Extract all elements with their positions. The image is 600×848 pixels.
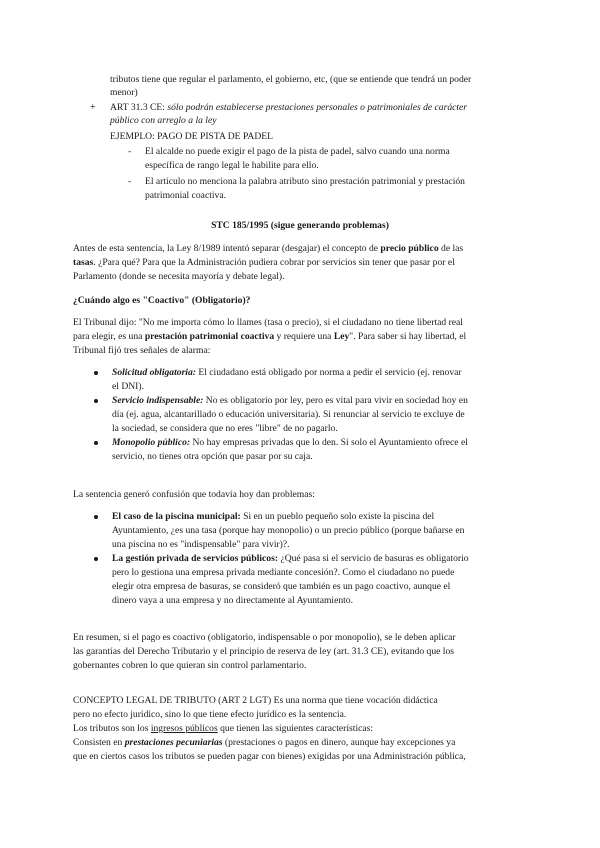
bullet-dot xyxy=(94,399,98,403)
signal-2-label: Servicio indispensable: xyxy=(112,395,204,406)
term-ingresos-publicos: ingresos públicos xyxy=(150,723,218,734)
confusion-2-text: ¿Qué pasa si el servicio de basuras es obligatorio xyxy=(278,553,469,564)
confusion-1-text: Si en un pueblo pequeño solo existe la piscina del xyxy=(240,511,435,522)
concept-line-2: pero no efecto jurídico, sino lo que tiene efecto jurídico es la sentencia. xyxy=(73,709,347,720)
concept-text: Consisten en xyxy=(73,737,125,748)
coactivo-question: ¿Cuándo algo es "Coactivo" (Obligatorio)? xyxy=(73,295,251,306)
stc-p1-line-3: Parlamento (donde se necesita mayoría y debate legal). xyxy=(73,271,285,282)
summary-line-1: En resumen, si el pago es coactivo (obligatorio, indispensable o por monopolio), se le deben aplicar xyxy=(73,632,456,643)
term-prestacion-coactiva: prestación patrimonial coactiva xyxy=(144,331,275,342)
example-item-2-line-2: patrimonial coactiva. xyxy=(145,190,226,201)
stc-p1-text: . ¿Para qué? Para que la Administración pudiera cobrar por servicios sin tener que pasar por el xyxy=(93,257,455,268)
stc-p2-text: y requiere una xyxy=(274,331,334,342)
concept-heading-ref: (ART 2 LGT) xyxy=(215,695,272,706)
confusion-2-label: La gestión privada de servicios públicos: xyxy=(112,553,279,564)
signal-3-text: No hay empresas privadas que lo den. Si solo el Ayuntamiento ofrece el xyxy=(190,437,468,448)
concept-line-3 xyxy=(73,722,373,735)
signal-1-line-1 xyxy=(112,366,462,379)
confusion-1-line-3: una piscina no es "indispensable" para vivir)?. xyxy=(112,539,290,550)
stc-heading: STC 185/1995 (sigue generando problemas) xyxy=(211,220,389,231)
term-prestaciones-pecuniarias: prestaciones pecuniarias xyxy=(124,737,223,748)
bullet-dot xyxy=(94,441,98,445)
stc-p2-line-2 xyxy=(73,330,466,343)
concept-line-1 xyxy=(73,694,438,707)
concept-text: Es una norma que tiene vocación didáctica xyxy=(271,695,438,706)
stc-p1-text: de las xyxy=(438,243,464,254)
stc-p1-line-1 xyxy=(73,242,463,255)
intro-line-2: menor) xyxy=(110,87,138,98)
signal-1-label: Solicitud obligatoria: xyxy=(112,367,196,378)
signal-3-line-2: servicio, no tienes otra opción que pasar por su caja. xyxy=(112,451,313,462)
concept-line-5: que en ciertos casos los tributos se pueden pagar con bienes) exigidas por una Administración pública, xyxy=(73,751,466,762)
example-item-1-line-1: El alcalde no puede exigir el pago de la pista de padel, salvo cuando una norma xyxy=(145,146,450,157)
art-line-1 xyxy=(110,101,467,114)
stc-p1-line-2 xyxy=(73,256,455,269)
stc-p2-line-3: Tribunal fijó tres señales de alarma: xyxy=(73,345,211,356)
confusion-intro: La sentencia generó confusión que todavía hoy dan problemas: xyxy=(73,489,315,500)
concept-text: Los tributos son los xyxy=(73,723,151,734)
concept-text: (prestaciones o pagos en dinero, aunque hay excepciones ya xyxy=(222,737,456,748)
term-ley: Ley xyxy=(333,331,350,342)
bullet-dot xyxy=(94,515,98,519)
bullet-dot xyxy=(94,371,98,375)
summary-line-3: gobernantes cobren lo que quieran sin control parlamentario. xyxy=(73,660,307,671)
signal-3-line-1 xyxy=(112,436,468,449)
stc-p2-text: para elegir, es una xyxy=(73,331,145,342)
confusion-1-label: El caso de la piscina municipal: xyxy=(112,511,241,522)
stc-p1-text: Antes de esta sentencia, la Ley 8/1989 intentó separar (desgajar) el concepto de xyxy=(73,243,381,254)
art-quote-2: público con arreglo a la ley xyxy=(110,115,217,126)
example-item-1-line-2: específica de rango legal le habilite para ello. xyxy=(145,160,319,171)
stc-p2-text: ". Para saber si hay libertad, el xyxy=(349,331,467,342)
confusion-2-line-2: pero lo gestiona una empresa privada mediante concesión?. Como el ciudadano no puede xyxy=(112,567,455,578)
signal-3-label: Monopolio público: xyxy=(112,437,191,448)
signal-2-text: No es obligatorio por ley, pero es vital para vivir en sociedad hoy en xyxy=(203,395,468,406)
concept-heading: CONCEPTO LEGAL DE TRIBUTO xyxy=(73,695,216,706)
plus-bullet: + xyxy=(90,102,96,113)
confusion-2-line-1 xyxy=(112,552,469,565)
confusion-2-line-4: dinero vaya a una empresa y no directamente al Ayuntamiento. xyxy=(112,595,354,606)
dash-bullet: - xyxy=(128,176,132,187)
term-precio-publico: precio público xyxy=(380,243,439,254)
concept-text: que tienen las siguientes características: xyxy=(217,723,374,734)
dash-bullet: - xyxy=(128,146,132,157)
confusion-1-line-1 xyxy=(112,510,434,523)
signal-2-line-1 xyxy=(112,394,468,407)
art-label: ART 31.3 CE: xyxy=(110,102,165,113)
concept-line-4 xyxy=(73,736,455,749)
stc-p2-line-1: El Tribunal dijo: "No me importa cómo lo llames (tasa o precio), si el ciudadano no tiene libertad real xyxy=(73,317,463,328)
signal-2-line-3: la sociedad, se considera que no eres "libre" de no pagarlo. xyxy=(112,423,338,434)
signal-1-line-2: el DNI). xyxy=(112,381,144,392)
confusion-1-line-2: Ayuntamiento, ¿es una tasa (porque hay monopolio) o un precio público (porque bañarse en xyxy=(112,525,465,536)
signal-1-text: El ciudadano está obligado por norma a pedir el servicio (ej. renovar xyxy=(195,367,462,378)
bullet-dot xyxy=(94,557,98,561)
example-item-2-line-1: El artículo no menciona la palabra atributo sino prestación patrimonial y prestación xyxy=(145,176,465,187)
intro-line-1: tributos tiene que regular el parlamento, el gobierno, etc, (que se entiende que tendrá un poder xyxy=(110,74,472,85)
art-quote-1: sólo podrán establecerse prestaciones personales o patrimoniales de carácter xyxy=(167,102,468,113)
signal-2-line-2: día (ej. agua, alcantarillado o educación universitaria). Si renunciar al servicio te excluye de xyxy=(112,409,465,420)
example-title: EJEMPLO: PAGO DE PISTA DE PADEL xyxy=(110,131,273,142)
term-tasas: tasas xyxy=(73,257,94,268)
summary-line-2: las garantías del Derecho Tributario y el principio de reserva de ley (art. 31.3 CE), evitando que los xyxy=(73,646,454,657)
confusion-2-line-3: elegir otra empresa de basuras, se consideró que también es un pago coactivo, aunque el xyxy=(112,581,451,592)
